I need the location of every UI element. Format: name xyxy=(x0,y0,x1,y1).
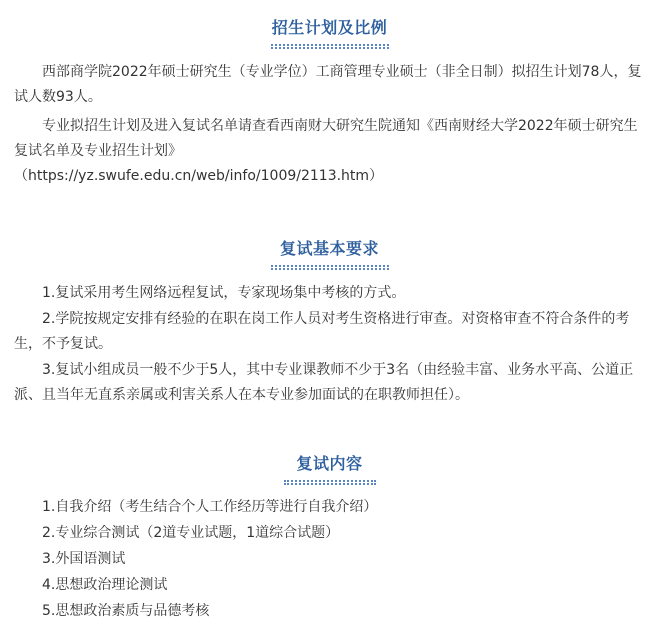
notice-url-link[interactable]: （https://yz.swufe.edu.cn/web/info/1009/2113.htm） xyxy=(14,168,384,184)
section-title: 复试基本要求 xyxy=(279,239,379,258)
list-item: 1.复试采用考生网络远程复试，专家现场集中考核的方式。 xyxy=(42,285,406,301)
list-item: 2.专业综合测试（2道专业试题，1道综合试题） xyxy=(42,525,340,541)
paragraph-enrollment-count: 西部商学院2022年硕士研究生（专业学位）工商管理专业硕士（非全日制）拟招生计划78人，复试人数93人。 xyxy=(14,64,642,105)
paragraph-retest-list-notice: 专业拟招生计划及进入复试名单请查看西南财大研究生院通知《西南财经大学2022年硕士研究生复试名单及专业招生计划》 xyxy=(14,118,638,159)
list-item: 5.思想政治素质与品德考核 xyxy=(42,603,210,619)
section-heading-basic-requirements xyxy=(0,239,659,270)
list-item: 3.外国语测试 xyxy=(42,551,126,567)
list-item: 3.复试小组成员一般不少于5人，其中专业课教师不少于3名（由经验丰富、业务水平高、公道正派、且当年无直系亲属或利害关系人在本专业参加面试的在职教师担任）。 xyxy=(14,362,634,403)
title-underline-decoration xyxy=(271,44,389,49)
section-title: 复试内容 xyxy=(296,454,363,473)
list-item: 1.自我介绍（考生结合个人工作经历等进行自我介绍） xyxy=(42,499,378,515)
list-item: 2.学院按规定安排有经验的在职在岗工作人员对考生资格进行审查。对资格审查不符合条件的考生，不予复试。 xyxy=(14,311,630,352)
title-underline-decoration xyxy=(271,265,389,270)
section-heading-retest-content xyxy=(0,454,659,485)
title-underline-decoration xyxy=(284,480,376,485)
list-item: 4.思想政治理论测试 xyxy=(42,577,168,593)
section-heading-enrollment-plan xyxy=(0,18,659,49)
section-title: 招生计划及比例 xyxy=(271,18,388,37)
